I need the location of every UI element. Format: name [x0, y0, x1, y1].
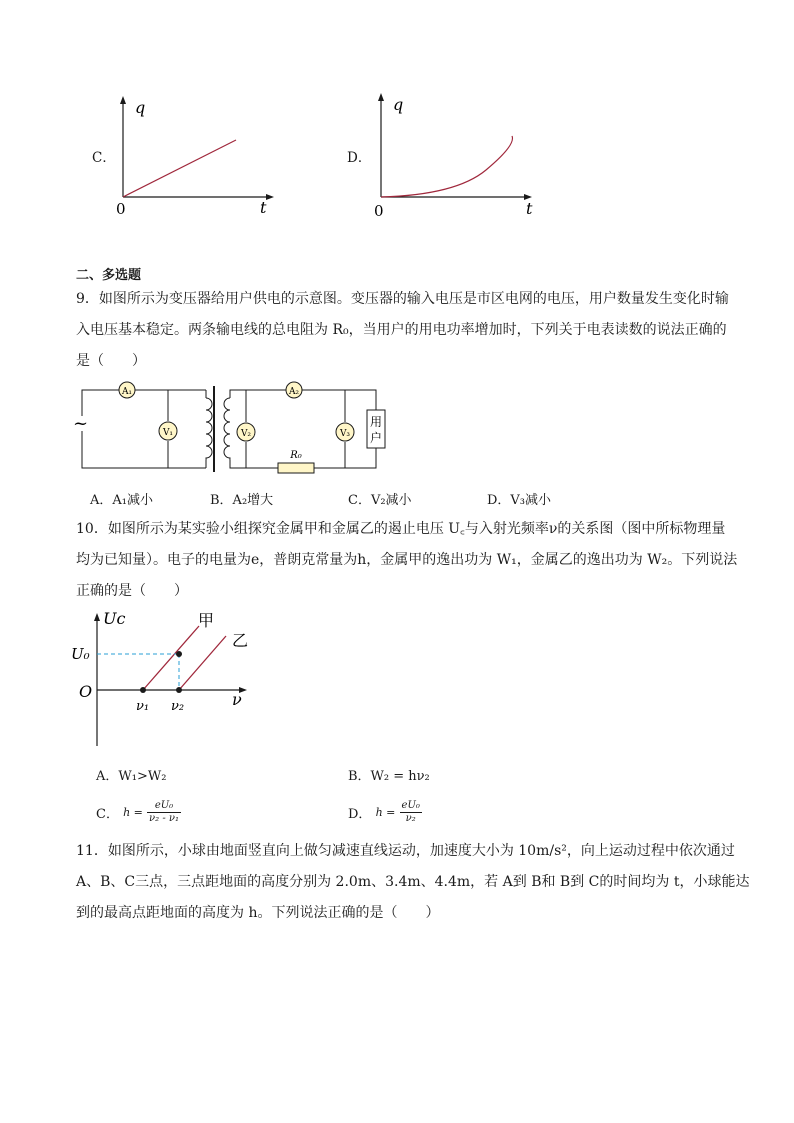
metal-jia-label: 甲: [198, 611, 215, 630]
option-c-denominator: ν₂ - ν₁: [149, 813, 179, 824]
question-9-option-a[interactable]: A．A₁减小: [90, 493, 153, 508]
graph-c-y-label: q: [135, 98, 146, 117]
svg-text:V₃: V₃: [339, 429, 351, 439]
question-11-line-3: 到的最高点距地面的高度为 h。下列说法正确的是（ ）: [76, 905, 440, 921]
uc-graph-nu2-label: ν₂: [171, 699, 185, 714]
option-d-denominator: ν₂: [405, 813, 416, 824]
primary-coil: [206, 398, 212, 460]
svg-text:A₂: A₂: [288, 387, 300, 397]
question-10-option-b[interactable]: B．W₂ = hν₂: [348, 769, 430, 784]
graph-d-y-arrow: [378, 93, 384, 101]
user-load: [367, 410, 385, 448]
question-9-line-2: 入电压基本稳定。两条输电线的总电阻为 R₀，当用户的用电功率增加时，下列关于电表读数的说法正确的: [76, 322, 727, 338]
graph-c-line: [123, 140, 236, 197]
svg-text:V₁: V₁: [162, 428, 174, 438]
graph-d-origin: 0: [374, 202, 384, 220]
uc-graph-y-label: Uc: [103, 609, 126, 628]
point-nu2: [176, 687, 182, 693]
svg-text:V₂: V₂: [240, 429, 252, 439]
point-nu1: [140, 687, 146, 693]
question-9-option-b[interactable]: B．A₂增大: [210, 493, 274, 508]
meter-v2: [237, 423, 255, 441]
option-c-label: C．: [92, 150, 116, 166]
svg-text:A₁: A₁: [121, 387, 133, 397]
metal-jia-line: [143, 626, 199, 690]
question-9-option-c[interactable]: C．V₂减小: [348, 493, 412, 508]
option-c-numerator: eU₀: [147, 800, 181, 813]
meter-a1: [119, 382, 135, 398]
resistor-r0: [278, 450, 314, 473]
circuit-wires: [82, 386, 376, 472]
graph-d-y-label: q: [393, 95, 404, 114]
ac-source-symbol: ~: [73, 413, 89, 434]
question-11-text: [76, 836, 750, 929]
graph-c-x-arrow: [266, 194, 274, 200]
question-10-text: [76, 514, 738, 607]
option-d-prefix: D．: [348, 807, 372, 822]
question-9-text: [76, 284, 729, 377]
transformer-circuit: [70, 378, 400, 478]
graph-c: [108, 94, 288, 224]
graph-d: [366, 90, 546, 224]
uc-graph-origin: O: [79, 682, 93, 701]
option-d-fraction: [400, 800, 422, 825]
question-10-line-1: 10．如图所示为某实验小组探究金属甲和金属乙的遏止电压 U꜀与入射光频率ν的关系图（图中所标物理量: [76, 521, 726, 537]
option-c-lhs: h =: [123, 806, 143, 819]
uc-graph-x-label: ν: [232, 690, 242, 709]
meter-a2: [286, 382, 302, 398]
option-d-lhs: h =: [375, 806, 396, 819]
question-10-option-c[interactable]: [96, 800, 181, 825]
question-9-option-d[interactable]: D．V₃减小: [487, 493, 552, 508]
svg-text:户: 户: [369, 431, 383, 445]
graph-c-x-label: t: [260, 198, 267, 217]
option-c-fraction: [147, 800, 181, 825]
question-10-line-3: 正确的是（ ）: [76, 583, 188, 599]
question-9-line-1: 9．如图所示为变压器给用户供电的示意图。变压器的输入电压是市区电网的电压，用户数量发生变化时输: [76, 291, 729, 307]
option-d-label: D．: [347, 150, 372, 166]
option-c-prefix: C．: [96, 807, 119, 822]
question-11-line-1: 11．如图所示，小球由地面竖直向上做匀减速直线运动，加速度大小为 10m/s²，向上运动过程中依次通过: [76, 843, 735, 859]
question-9-line-3: 是（ ）: [76, 353, 146, 369]
question-10-option-d[interactable]: [348, 800, 422, 825]
graph-c-y-arrow: [120, 96, 126, 104]
svg-text:用: 用: [369, 415, 383, 429]
graph-d-curve: [381, 136, 512, 197]
point-u0: [176, 651, 182, 657]
question-10-line-2: 均为已知量）。电子的电量为e，普朗克常量为h，金属甲的逸出功为 W₁，金属乙的逸出功为 W₂。下列说法: [76, 552, 738, 568]
option-d-numerator: eU₀: [401, 800, 420, 811]
uc-graph-y-arrow: [94, 613, 100, 621]
question-11-line-2: A、B、C三点，三点距地面的高度分别为 2.0m、3.4m、4.4m，若 A到 B和 B到 C的时间均为 t，小球能达: [76, 874, 750, 890]
meter-v3: [336, 423, 354, 441]
uc-graph-axes: [97, 618, 242, 746]
uc-graph-nu1-label: ν₁: [136, 699, 150, 714]
meter-v1: [159, 422, 177, 440]
graph-c-origin: 0: [116, 200, 126, 218]
svg-text:R₀: R₀: [290, 450, 302, 461]
metal-yi-label: 乙: [232, 631, 249, 650]
metal-yi-line: [179, 636, 226, 690]
question-10-option-a[interactable]: A．W₁>W₂: [96, 769, 167, 784]
graph-d-x-label: t: [526, 199, 533, 218]
secondary-coil: [224, 398, 230, 460]
uc-graph-u0-label: U₀: [71, 645, 90, 663]
stopping-voltage-graph: [66, 604, 266, 750]
section-title: 二、多选题: [76, 268, 142, 283]
